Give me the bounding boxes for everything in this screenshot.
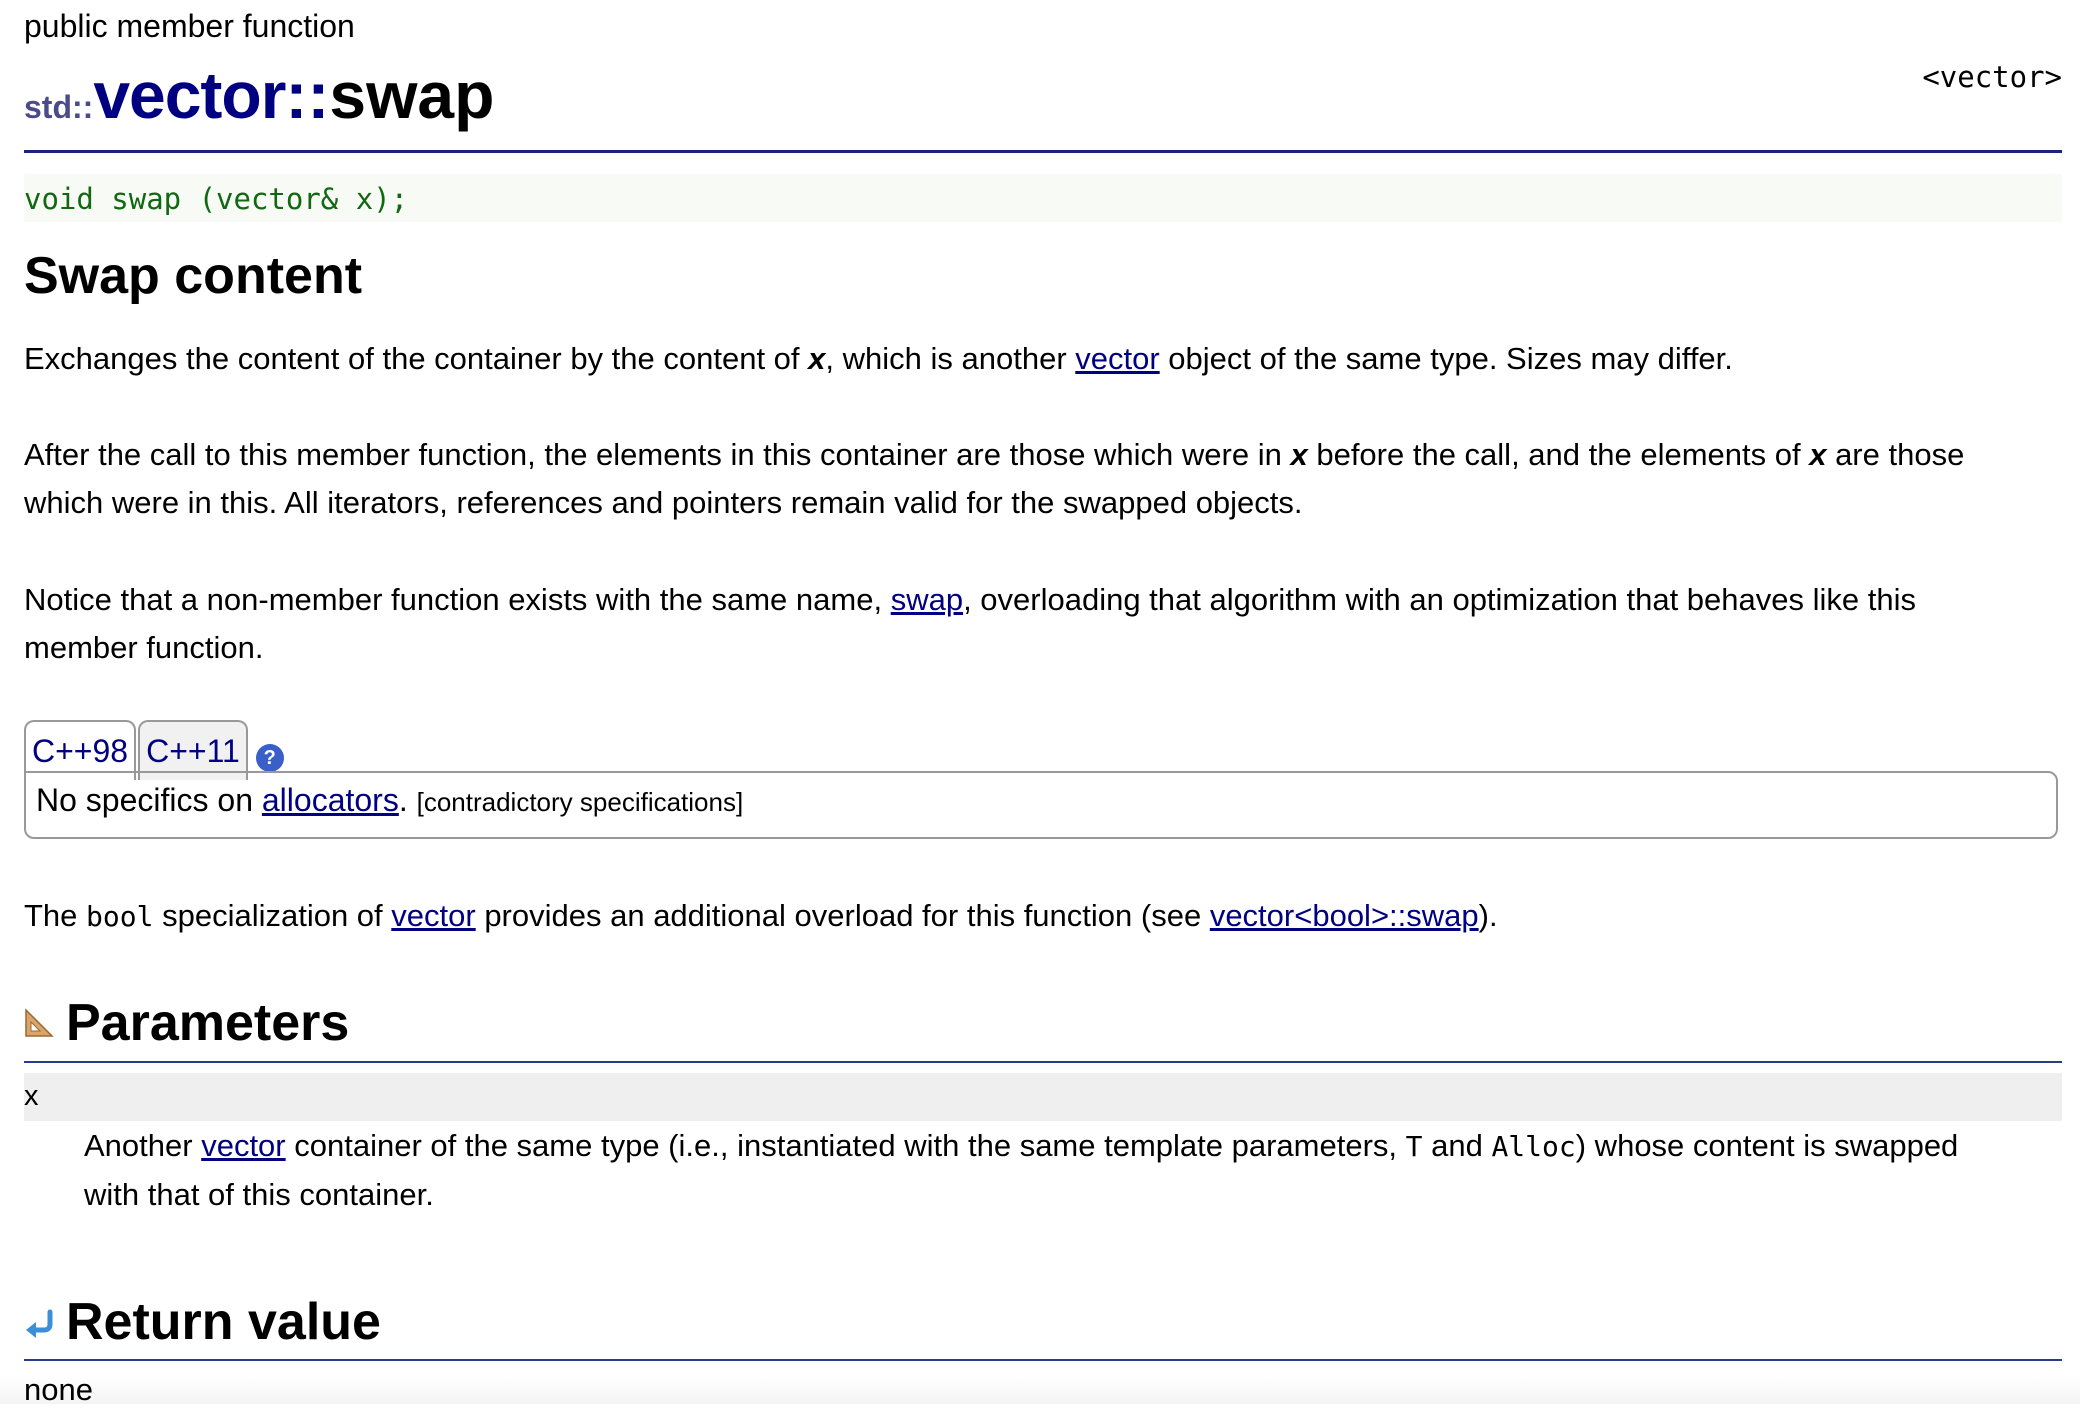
text: and	[1422, 1128, 1492, 1163]
spec-content	[36, 782, 743, 819]
text: , overloading that algorithm with an optimization that behaves like this	[963, 582, 1916, 617]
param-x-ref: x	[808, 341, 826, 376]
parameters-title: Parameters	[66, 994, 350, 1052]
text: , which is another	[825, 341, 1076, 376]
parameter-description	[84, 1122, 1958, 1219]
inline-code: Alloc	[1491, 1130, 1576, 1163]
text: object of the same type. Sizes may differ.	[1159, 341, 1733, 376]
paragraph-nonmember	[24, 576, 1916, 672]
parameters-rule	[24, 1061, 2062, 1063]
param-x-ref: x	[1809, 437, 1827, 472]
member-kind-label: public member function	[24, 8, 355, 44]
vector-link[interactable]: vector	[1075, 341, 1160, 376]
page-title	[24, 58, 495, 132]
section-title: Swap content	[24, 247, 363, 305]
inline-code: T	[1405, 1130, 1423, 1163]
title-namespace: std::	[24, 89, 94, 125]
text: The	[24, 898, 87, 933]
parameter-row	[24, 1073, 2062, 1121]
tab-cpp98[interactable]: C++98	[24, 720, 136, 780]
allocators-link[interactable]: allocators	[261, 782, 399, 818]
parameter-name: x	[24, 1080, 39, 1112]
text: specialization of	[153, 898, 392, 933]
header-file-label: <vector>	[1922, 60, 2062, 94]
spec-note: [contradictory specifications]	[416, 787, 744, 817]
return-value-text: none	[24, 1372, 93, 1407]
text: ) whose content is swapped	[1575, 1128, 1959, 1163]
title-class: vector	[93, 58, 286, 132]
return-value-title: Return value	[66, 1293, 381, 1351]
text: ).	[1478, 898, 1498, 933]
text: Exchanges the content of the container by the content of	[24, 341, 809, 376]
param-x-ref: x	[1290, 437, 1308, 472]
set-square-icon	[24, 1008, 54, 1038]
function-prototype: void swap (vector& x);	[24, 182, 409, 216]
text: which were in this. All iterators, references and pointers remain valid for the swapped objects.	[24, 485, 1303, 520]
vector-link[interactable]: vector	[201, 1128, 286, 1163]
text: Notice that a non-member function exists with the same name,	[24, 582, 891, 617]
text: .	[398, 782, 417, 818]
paragraph-after-call	[24, 431, 1964, 527]
text: Another	[84, 1128, 202, 1163]
text: container of the same type (i.e., instantiated with the same template parameters,	[285, 1128, 1406, 1163]
vector-bool-swap-link[interactable]: vector<bool>::swap	[1209, 898, 1479, 933]
text: are those	[1826, 437, 1965, 472]
text: with that of this container.	[84, 1177, 434, 1212]
paragraph-bool-specialization	[24, 892, 1498, 941]
title-function: swap	[329, 58, 495, 132]
help-icon[interactable]: ?	[256, 744, 284, 772]
title-separator: ::	[285, 58, 330, 132]
vector-link[interactable]: vector	[391, 898, 476, 933]
bottom-fade	[0, 1376, 2080, 1404]
tab-cpp11[interactable]: C++11	[138, 720, 248, 780]
return-arrow-icon	[24, 1308, 54, 1338]
return-value-rule	[24, 1359, 2062, 1361]
swap-link[interactable]: swap	[890, 582, 964, 617]
text: member function.	[24, 630, 264, 665]
text: provides an additional overload for this function (see	[475, 898, 1210, 933]
text: No specifics on	[36, 782, 262, 818]
title-rule	[24, 150, 2062, 153]
text: before the call, and the elements of	[1307, 437, 1810, 472]
paragraph-exchange	[24, 335, 1733, 383]
inline-code: bool	[86, 900, 154, 933]
text: After the call to this member function, the elements in this container are those which were in	[24, 437, 1291, 472]
